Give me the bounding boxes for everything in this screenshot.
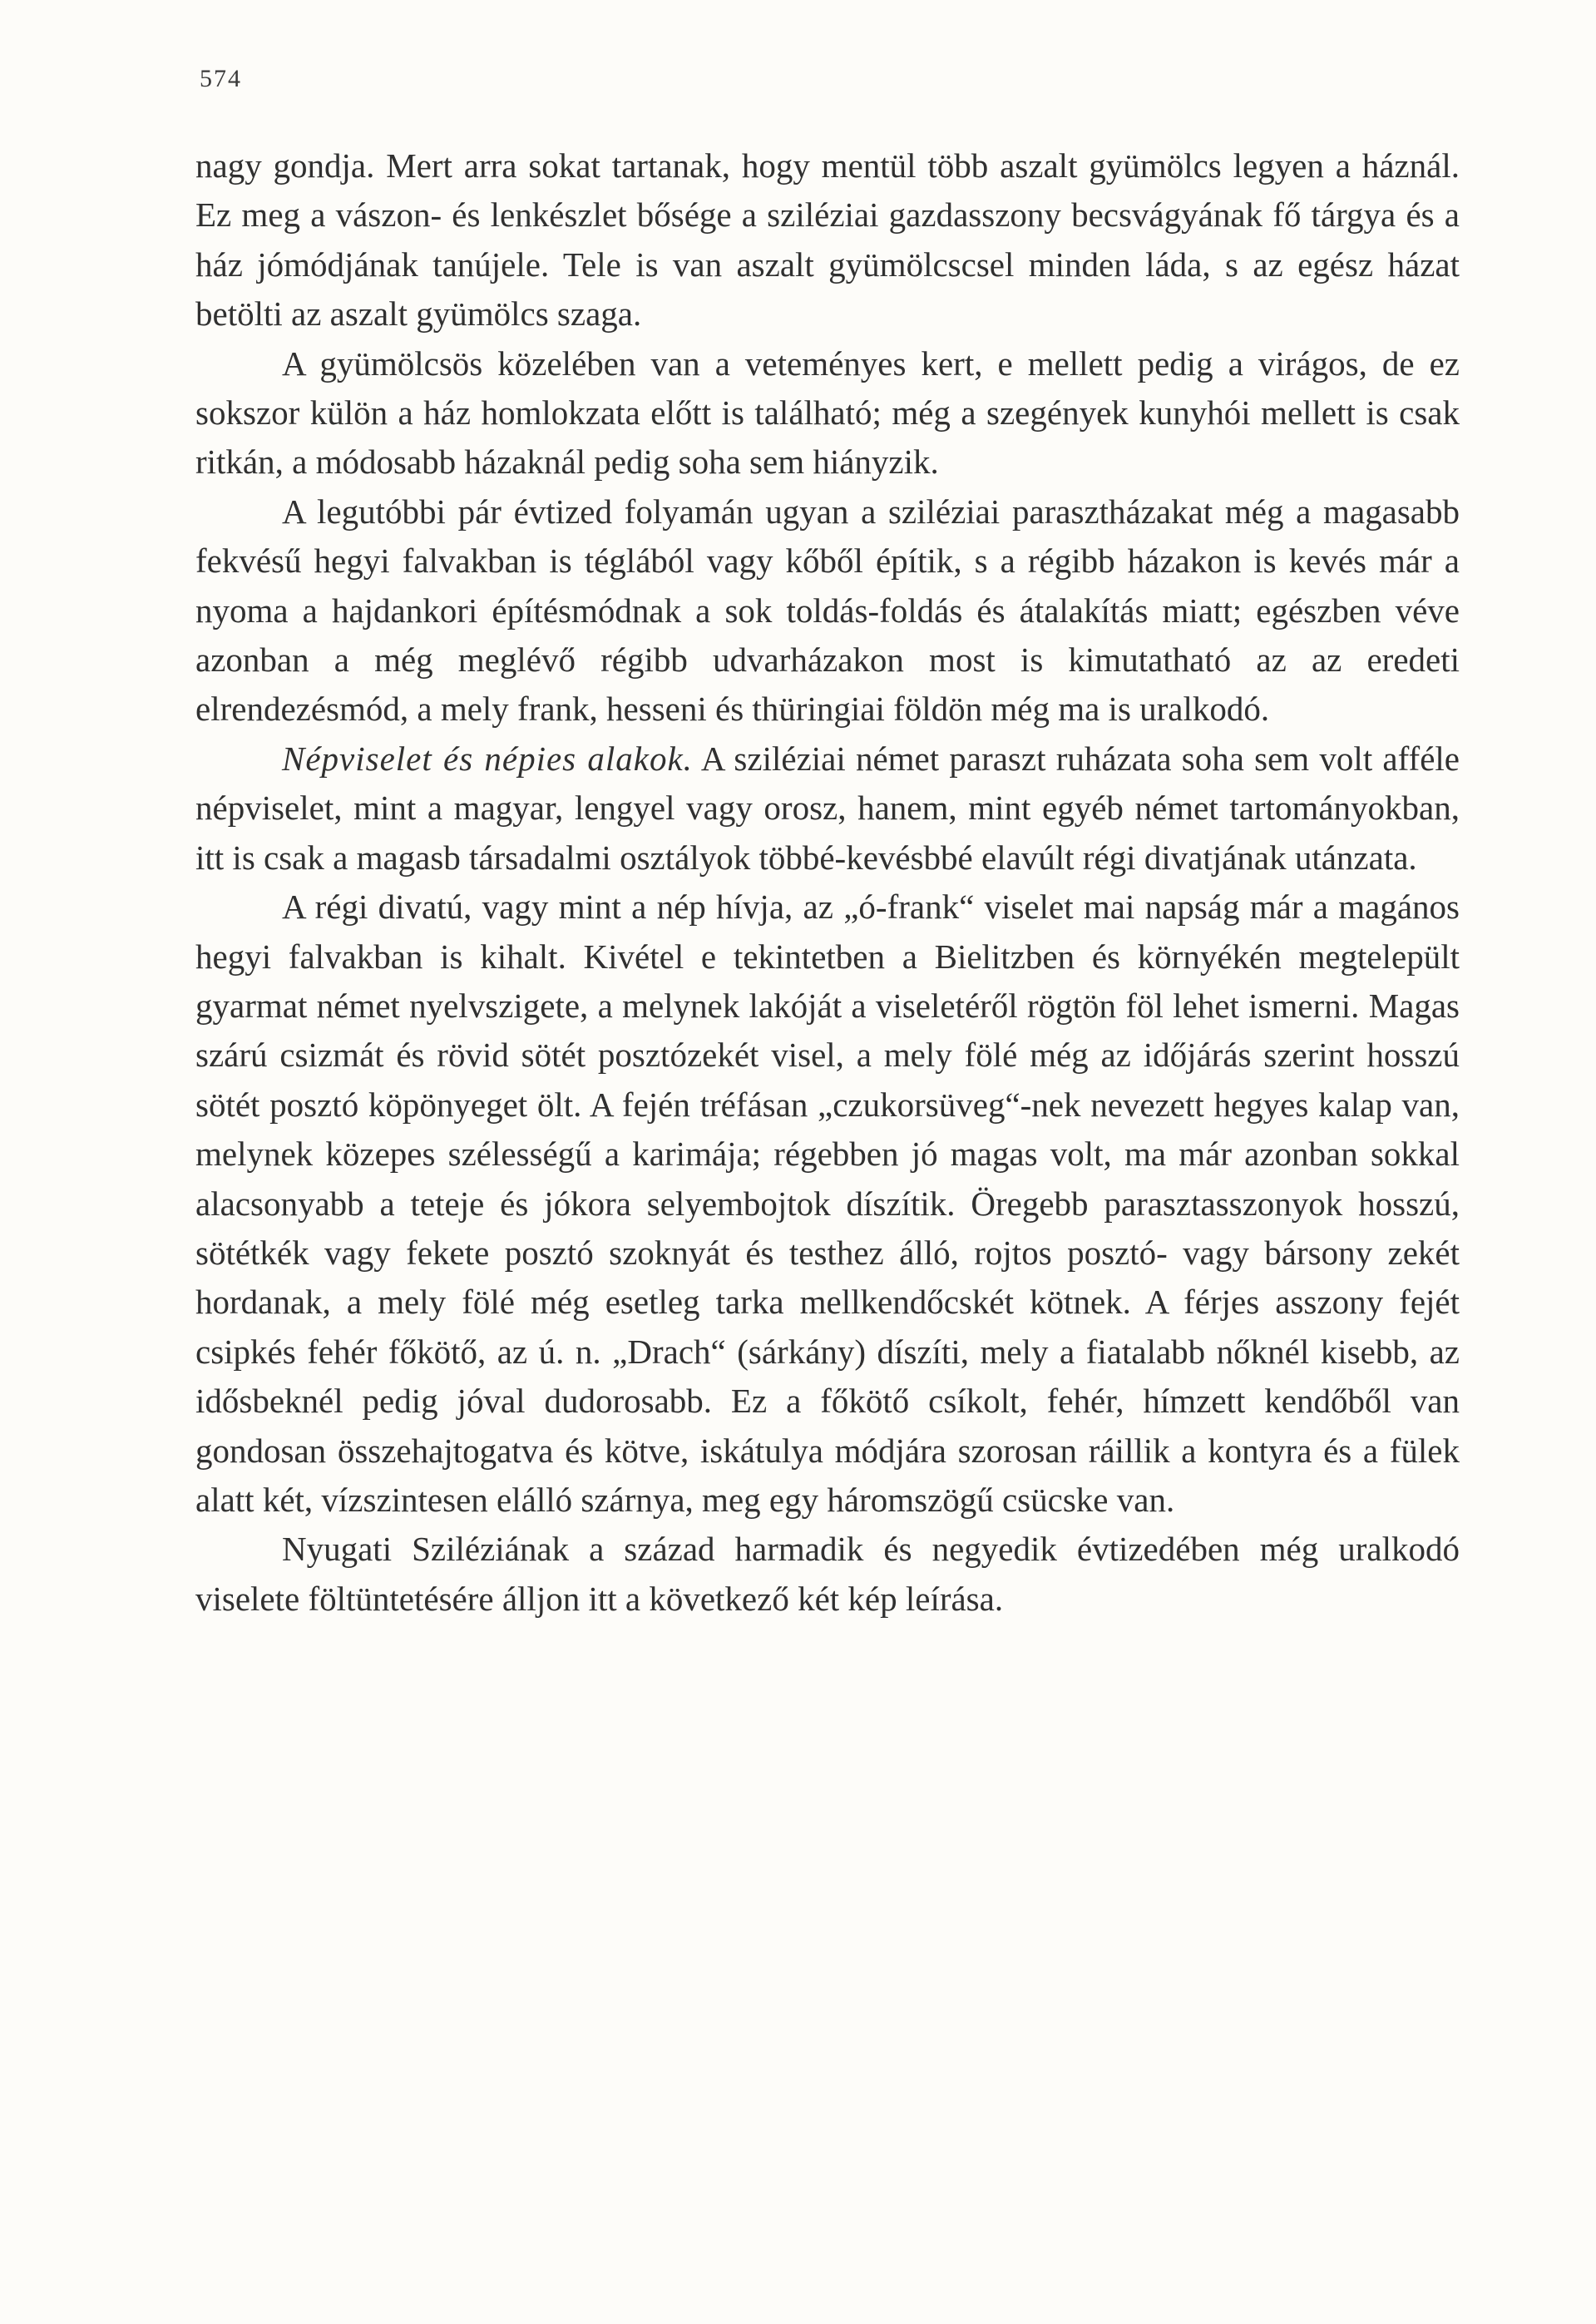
- page-number: 574: [200, 65, 242, 92]
- paragraph-orchard-continuation: nagy gondja. Mert arra sokat tartanak, hogy mentül több aszalt gyümölcs legyen a háznál. Ez meg a vászon- és lenkészlet bősége a sziléziai gazdasszony becsvágyának fő tárgya és a ház jómódjának tanújele. Tele is van aszalt gyümölcscsel minden láda, s az egész házat betölti az aszalt gyümölcs szaga.: [195, 146, 1460, 334]
- paragraph-western-silesia: Nyugati Sziléziának a század harmadik és negyedik évtizedében még uralkodó viselete föltüntetésére álljon itt a következő két kép leírása.: [195, 1530, 1460, 1618]
- paragraph-old-frank-costume: A régi divatú, vagy mint a nép hívja, az „ó-frank“ viselet mai napság már a magános hegyi falvakban is kihalt. Kivétel e tekintetben a Bielitzben és környékén megtelepült gyarmat német nyelvszigete, a melynek lakóját a viseletéről rögtön föl lehet ismerni. Magas szárú csizmát és rövid sötét posztózekét visel, a mely fölé még az időjárás szerint hosszú sötét posztó köpönyeget ölt. A fején tréfásan „czukorsüveg“-nek nevezett hegyes kalap van, melynek közepes szélességű a karimája; régebben jó magas volt, ma már azonban sokkal alacsonyabb a teteje és jókora selyembojtok díszítik. Öregebb parasztasszonyok hosszú, sötétkék vagy fekete posztó szoknyát és testhez álló, rojtos posztó- vagy bársony zekét hordanak, a mely fölé még esetleg tarka mellkendőcskét kötnek. A férjes asszony fejét csipkés fehér főkötő, az ú. n. „Drach“ (sárkány) díszíti, mely a fiatalabb nőknél kisebb, az idősbeknél pedig jóval dudorosabb. Ez a főkötő csíkolt, fehér, hímzett kendőből van gondosan összehajtogatva és kötve, iskátulya módjára szorosan ráillik a kontyra és a fülek alatt két, vízszintesen elálló szárnya, meg egy háromszögű csücske van.: [195, 888, 1460, 1519]
- paragraph-gardens: A gyümölcsös közelében van a veteményes kert, e mellett pedig a virágos, de ez sokszor külön a ház homlokzata előtt is található; még a szegények kunyhói mellett is csak ritkán, a módosabb házaknál pedig soha sem hiányzik.: [195, 344, 1460, 482]
- paragraph-costume-intro: [195, 734, 1460, 883]
- section-heading: Népviselet és népies alakok.: [282, 739, 693, 778]
- body-text: [195, 141, 1460, 1624]
- paragraph-houses: A legutóbbi pár évtized folyamán ugyan a sziléziai parasztházakat még a magasabb fekvésű hegyi falvakban is téglából vagy kőből építik, s a régibb házakon is kevés már a nyoma a hajdankori építésmódnak a sok toldás-foldás és átalakítás miatt; egészben véve azonban a még meglévő régibb udvarházakon most is kimutatható az az eredeti elrendezésmód, a mely frank, hesseni és thüringiai földön még ma is uralkodó.: [195, 492, 1460, 729]
- paragraph-costume-intro-text: A sziléziai német paraszt ruházata soha sem volt afféle népviselet, mint a magyar, lengyel vagy orosz, hanem, mint egyéb német tartományokban, itt is csak a magasb társadalmi osztályok többé-kevésbbé elavúlt régi divatjának utánzata.: [195, 739, 1460, 877]
